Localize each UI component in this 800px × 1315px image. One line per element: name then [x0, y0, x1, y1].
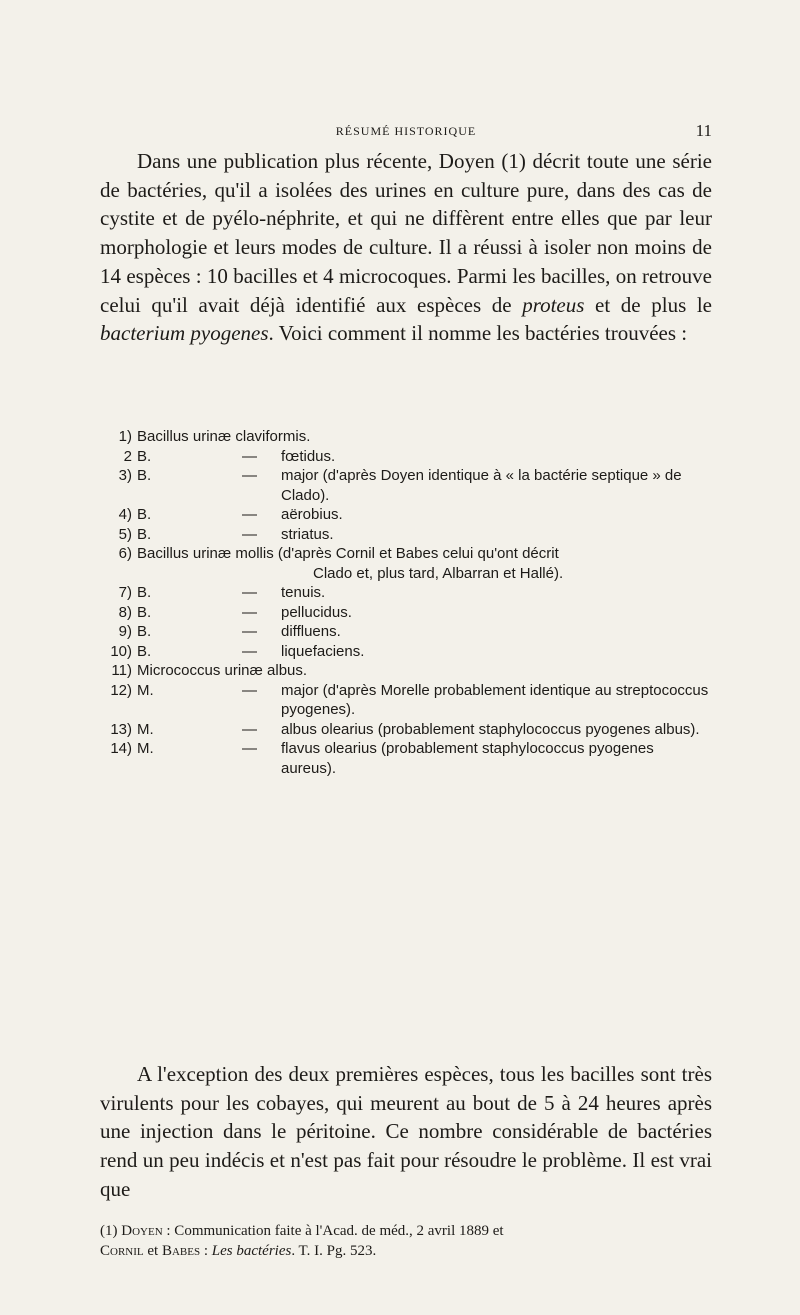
species-description: major (d'après Doyen identique à « la bactérie septique » de Clado). — [281, 467, 682, 504]
species-genus-abbrev: B. — [137, 506, 152, 523]
footnote-author-cornil: Cornil — [100, 1243, 144, 1259]
species-list-item — [100, 427, 712, 447]
species-continuation: Clado et, plus tard, Albarran et Hallé). — [313, 564, 564, 582]
species-number: 11) — [111, 662, 132, 679]
species-description: liquefaciens. — [281, 642, 365, 660]
species-list-item — [100, 525, 712, 545]
species-genus-abbrev: B. — [137, 467, 152, 484]
species-dash: — — [242, 525, 257, 543]
species-description: albus olearius (probablement staphylococcus pyogenes albus). — [281, 720, 700, 738]
footnote-author-doyen: Doyen — [121, 1223, 163, 1239]
species-number: 12) — [110, 681, 132, 699]
species-genus-abbrev: B. — [137, 603, 152, 621]
species-dash: — — [242, 603, 257, 621]
footnote-author-babes: Babes — [161, 1243, 201, 1259]
species-list-item — [100, 720, 712, 740]
species-dash: — — [242, 447, 257, 465]
species-dash: — — [242, 740, 257, 757]
species-number: 14) — [110, 740, 132, 757]
species-genus-abbrev: B. — [137, 525, 152, 543]
species-number: 3) — [118, 467, 132, 484]
species-list-item — [100, 544, 712, 583]
footnote-marker: (1) — [100, 1223, 118, 1239]
species-genus-abbrev: M. — [137, 681, 154, 699]
paragraph-intro-text-b: et de plus le — [584, 292, 713, 317]
species-number: 2 — [123, 447, 132, 465]
species-list-item — [100, 505, 712, 525]
footnote-text-1: : Communication faite à l'Acad. de méd., 2 avril 1889 et — [162, 1223, 504, 1239]
page-number: 11 — [695, 121, 712, 140]
species-description: striatus. — [281, 525, 334, 543]
species-description: pellucidus. — [281, 603, 352, 621]
species-genus-abbrev: B. — [137, 584, 152, 601]
species-description: tenuis. — [281, 584, 326, 601]
species-description: flavus olearius (probablement staphylococcus pyogenes aureus). — [281, 740, 654, 777]
species-dash: — — [242, 681, 257, 699]
species-number: 9) — [118, 623, 132, 640]
species-list-item — [100, 466, 712, 505]
footnote — [100, 1221, 720, 1261]
paragraph-intro-italic-bacterium: bacterium pyogenes — [100, 321, 269, 346]
species-genus-abbrev: B. — [137, 623, 152, 640]
species-description: fœtidus. — [281, 447, 336, 465]
footnote-book-title: Les bactéries — [211, 1243, 292, 1259]
species-number: 5) — [118, 525, 132, 543]
species-dash: — — [242, 642, 257, 660]
species-full-text: Bacillus urinæ claviformis. — [137, 428, 311, 445]
species-description: aërobius. — [281, 506, 343, 523]
species-list-item — [100, 583, 712, 603]
running-title: RÉSUMÉ HISTORIQUE — [335, 124, 477, 138]
species-description: major (d'après Morelle probablement identique au streptococcus pyogenes). — [281, 681, 709, 718]
species-number: 13) — [110, 720, 132, 738]
footnote-joiner: et — [143, 1243, 162, 1259]
species-list-item — [100, 739, 712, 778]
paragraph-intro-text-a: Dans une publication plus récente, Doyen (1) décrit toute une série de bactéries, qu'il a isolées des urines en culture pure, dans des cas de cystite et de pyélo-néphrite, et qui ne diffèrent entre elles que par leur morphologie et leurs modes de culture. Il a réussi à isoler non moins de 14 espèces : 10 bacilles et 4 microcoques. Parmi les bacilles, on retrouve celui qu'il avait déjà identifié aux espèces de — [100, 149, 712, 317]
species-description: diffluens. — [281, 623, 341, 640]
species-full-name — [137, 427, 712, 447]
species-list-item — [100, 642, 712, 662]
species-list-item — [100, 661, 712, 681]
species-full-text: Bacillus urinæ mollis (d'après Cornil et Babes celui qu'ont décrit — [137, 545, 559, 562]
species-dash: — — [242, 584, 257, 601]
species-full-name — [137, 661, 712, 681]
species-genus-abbrev: M. — [137, 740, 154, 757]
species-list-item — [100, 447, 712, 467]
species-full-name — [137, 544, 712, 583]
species-number: 4) — [118, 506, 132, 523]
species-dash: — — [242, 623, 257, 640]
species-number: 6) — [118, 545, 132, 562]
species-list — [100, 427, 712, 778]
species-dash: — — [242, 506, 257, 523]
paragraph-intro — [100, 147, 712, 348]
species-number: 1) — [118, 428, 132, 445]
species-dash: — — [242, 720, 257, 738]
species-number: 7) — [118, 584, 132, 601]
running-header — [100, 121, 712, 143]
species-number: 10) — [110, 642, 132, 660]
species-number: 8) — [118, 603, 132, 621]
species-dash: — — [242, 467, 257, 484]
footnote-text-2: . T. I. Pg. 523. — [291, 1243, 377, 1259]
footnote-sep: : — [200, 1243, 212, 1259]
species-genus-abbrev: M. — [137, 720, 154, 738]
species-full-text: Micrococcus urinæ albus. — [137, 662, 308, 679]
paragraph-intro-text-c: . Voici comment il nomme les bactéries trouvées : — [268, 321, 688, 346]
species-list-item — [100, 681, 712, 720]
species-list-item — [100, 603, 712, 623]
species-genus-abbrev: B. — [137, 447, 152, 465]
paragraph-intro-italic-proteus: proteus — [522, 292, 585, 317]
paragraph-virulence: A l'exception des deux premières espèces, tous les bacilles sont très virulents pour les cobayes, qui meurent au bout de 5 à 24 heures après une injection dans le péritoine. Ce nombre considérable de bactéries rend un peu indécis et n'est pas fait pour résoudre le problème. Il est vrai que — [100, 1062, 712, 1201]
species-list-item — [100, 622, 712, 642]
species-genus-abbrev: B. — [137, 642, 152, 660]
